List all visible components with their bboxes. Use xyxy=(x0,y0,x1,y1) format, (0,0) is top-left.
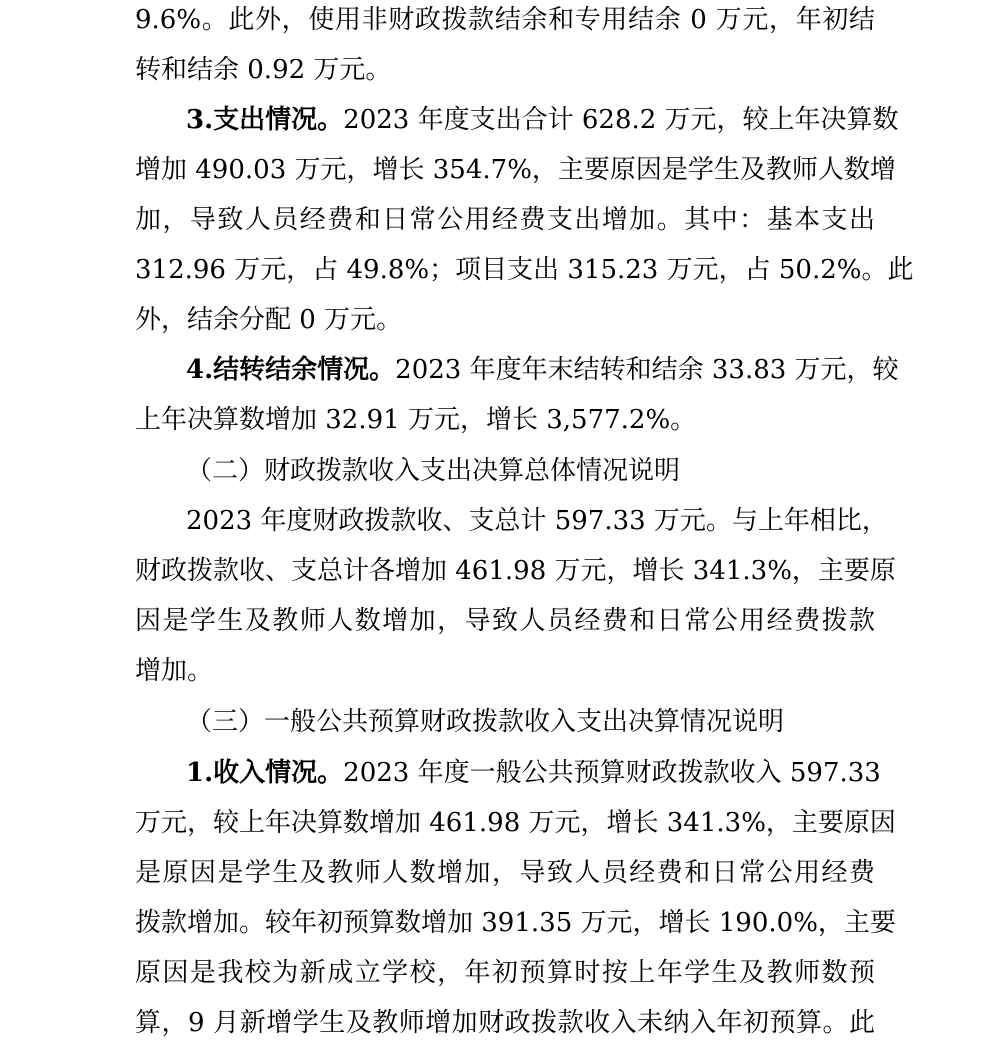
paragraph-text: 2023 年度年末结转和结余 33.83 万元，较 xyxy=(395,355,899,385)
paragraph-line: 312.96 万元，占 49.8%；项目支出 315.23 万元，占 50.2%。此 xyxy=(135,255,914,285)
paragraph-line: 增加 490.03 万元，增长 354.7%，主要原因是学生及教师人数增 xyxy=(135,155,896,185)
paragraph-line: 加，导致人员经费和日常公用经费支出增加。其中：基本支出 xyxy=(135,205,875,235)
section-label: 4.结转结余情况。 xyxy=(186,355,396,385)
paragraph-line: 原因是我校为新成立学校，年初预算时按上年学生及教师数预 xyxy=(135,958,875,988)
paragraph-line: 因是学生及教师人数增加，导致人员经费和日常公用经费拨款 xyxy=(135,606,875,636)
section-heading: （二）财政拨款收入支出决算总体情况说明 xyxy=(186,456,681,486)
paragraph-line: 财政拨款收、支总计各增加 461.98 万元，增长 341.3%，主要原 xyxy=(135,556,896,586)
section-heading: （三）一般公共预算财政拨款收入支出决算情况说明 xyxy=(186,707,785,737)
paragraph-line: 万元，较上年决算数增加 461.98 万元，增长 341.3%，主要原因 xyxy=(135,808,896,838)
section-label: 3.支出情况。 xyxy=(186,105,344,135)
paragraph-line: 算，9 月新增学生及教师增加财政拨款收入未纳入年初预算。此 xyxy=(135,1008,875,1038)
section-label: 1.收入情况。 xyxy=(186,758,344,788)
paragraph-line: 转和结余 0.92 万元。 xyxy=(135,55,392,85)
paragraph-line: 增加。 xyxy=(135,656,214,686)
paragraph-line xyxy=(186,102,899,138)
paragraph-text: 2023 年度一般公共预算财政拨款收入 597.33 xyxy=(343,758,881,788)
paragraph-line: 拨款增加。较年初预算数增加 391.35 万元，增长 190.0%，主要 xyxy=(135,908,896,938)
paragraph-line: 9.6%。此外，使用非财政拨款结余和专用结余 0 万元，年初结 xyxy=(135,5,875,35)
paragraph-line xyxy=(186,755,881,791)
paragraph-line: 外，结余分配 0 万元。 xyxy=(135,305,403,335)
paragraph-line: 是原因是学生及教师人数增加，导致人员经费和日常公用经费 xyxy=(135,858,875,888)
paragraph-line: 2023 年度财政拨款收、支总计 597.33 万元。与上年相比， xyxy=(186,506,888,536)
paragraph-line: 上年决算数增加 32.91 万元，增长 3,577.2%。 xyxy=(135,405,697,435)
paragraph-text: 2023 年度支出合计 628.2 万元，较上年决算数 xyxy=(343,105,899,135)
paragraph-line xyxy=(186,352,899,388)
